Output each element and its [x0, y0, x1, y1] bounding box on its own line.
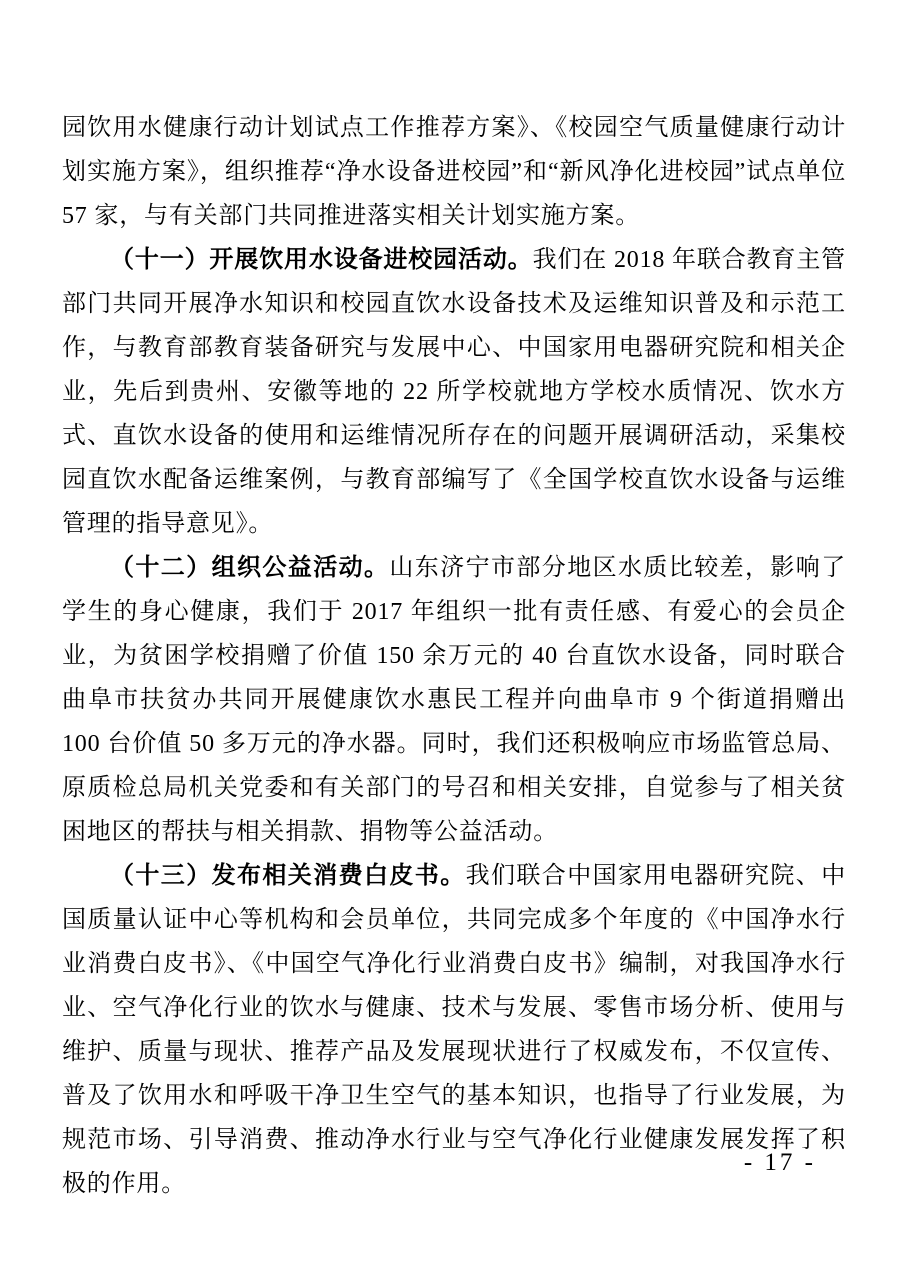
- paragraph-13-heading: （十三）发布相关消费白皮书。: [110, 863, 466, 889]
- paragraph-continuation: [62, 106, 846, 238]
- paragraph-12: [62, 546, 846, 854]
- paragraph-11: [62, 238, 846, 546]
- paragraph-11-heading: （十一）开展饮用水设备进校园活动。: [110, 247, 533, 273]
- paragraph-13-text: 我们联合中国家用电器研究院、中国质量认证中心等机构和会员单位，共同完成多个年度的《中国净水行业消费白皮书》、《中国空气净化行业消费白皮书》编制，对我国净水行业、空气净化行业的饮水与健康、技术与发展、零售市场分析、使用与维护、质量与现状、推荐产品及发展现状进行了权威发布，不仅宣传、普及了饮用水和呼吸干净卫生空气的基本知识，也指导了行业发展，为规范市场、引导消费、推动净水行业与空气净化行业健康发展发挥了积极的作用。: [62, 863, 847, 1197]
- paragraph-text: 园饮用水健康行动计划试点工作推荐方案》、《校园空气质量健康行动计划实施方案》，组织推荐“净水设备进校园”和“新风净化进校园”试点单位 57 家，与有关部门共同推进落实相关计划实施方案。: [62, 115, 846, 229]
- paragraph-12-text: 山东济宁市部分地区水质比较差，影响了学生的身心健康，我们于 2017 年组织一批有责任感、有爱心的会员企业，为贫困学校捐赠了价值 150 余万元的 40 台直饮水设备，同时联合曲阜市扶贫办共同开展健康饮水惠民工程并向曲阜市 9 个街道捐赠出 100 台价值 50 多万元的净水器。同时，我们还积极响应市场监管总局、原质检总局机关党委和有关部门的号召和相关安排，自觉参与了相关贫困地区的帮扶与相关捐款、捐物等公益活动。: [62, 555, 846, 845]
- paragraph-13: [62, 854, 846, 1206]
- text-block: [62, 106, 846, 1206]
- page-number: - 17 -: [743, 1149, 816, 1176]
- paragraph-11-text: 我们在 2018 年联合教育主管部门共同开展净水知识和校园直饮水设备技术及运维知识普及和示范工作，与教育部教育装备研究与发展中心、中国家用电器研究院和相关企业，先后到贵州、安徽等地的 22 所学校就地方学校水质情况、饮水方式、直饮水设备的使用和运维情况所存在的问题开展调研活动，采集校园直饮水配备运维案例，与教育部编写了《全国学校直饮水设备与运维管理的指导意见》。: [62, 247, 846, 537]
- paragraph-12-heading: （十二）组织公益活动。: [110, 555, 390, 581]
